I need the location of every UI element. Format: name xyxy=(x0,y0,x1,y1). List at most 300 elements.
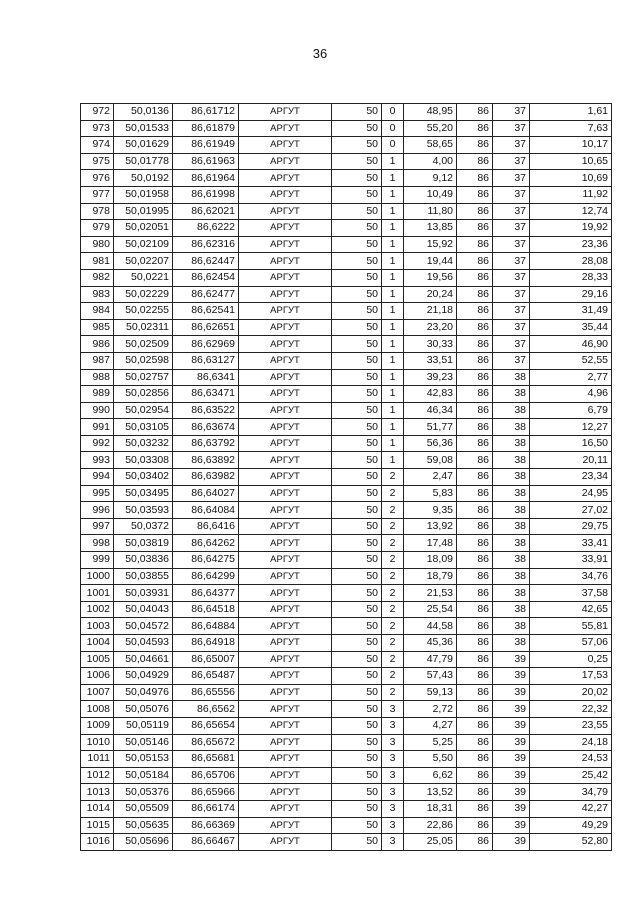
lat-minutes-cell: 3 xyxy=(382,767,404,784)
lat-minutes-cell: 3 xyxy=(382,817,404,834)
lon-seconds-cell: 34,79 xyxy=(530,784,612,801)
lon-seconds-cell: 46,90 xyxy=(530,336,612,353)
lat-minutes-cell: 1 xyxy=(382,220,404,237)
latitude-decimal-cell: 50,02255 xyxy=(114,303,173,320)
lat-seconds-cell: 57,43 xyxy=(404,668,457,685)
river-name-cell: АРГУТ xyxy=(239,535,332,552)
river-name-cell: АРГУТ xyxy=(239,369,332,386)
latitude-decimal-cell: 50,05184 xyxy=(114,767,173,784)
lat-minutes-cell: 3 xyxy=(382,701,404,718)
point-number-cell: 999 xyxy=(81,552,114,569)
lon-seconds-cell: 20,11 xyxy=(530,452,612,469)
latitude-decimal-cell: 50,01778 xyxy=(114,153,173,170)
latitude-decimal-cell: 50,03593 xyxy=(114,502,173,519)
point-number-cell: 993 xyxy=(81,452,114,469)
point-number-cell: 1002 xyxy=(81,601,114,618)
lon-degrees-cell: 86 xyxy=(457,186,493,203)
lon-minutes-cell: 38 xyxy=(493,535,530,552)
latitude-decimal-cell: 50,05119 xyxy=(114,717,173,734)
lat-degrees-cell: 50 xyxy=(332,120,382,137)
lat-degrees-cell: 50 xyxy=(332,817,382,834)
lon-minutes-cell: 38 xyxy=(493,469,530,486)
lat-minutes-cell: 3 xyxy=(382,834,404,851)
lat-minutes-cell: 2 xyxy=(382,668,404,685)
table-row xyxy=(81,701,612,718)
point-number-cell: 1008 xyxy=(81,701,114,718)
lon-minutes-cell: 39 xyxy=(493,800,530,817)
lon-minutes-cell: 38 xyxy=(493,585,530,602)
longitude-decimal-cell: 86,65487 xyxy=(173,668,239,685)
latitude-decimal-cell: 50,05076 xyxy=(114,701,173,718)
lon-seconds-cell: 35,44 xyxy=(530,319,612,336)
lat-minutes-cell: 0 xyxy=(382,120,404,137)
longitude-decimal-cell: 86,61998 xyxy=(173,186,239,203)
lat-degrees-cell: 50 xyxy=(332,435,382,452)
table-row xyxy=(81,352,612,369)
lon-degrees-cell: 86 xyxy=(457,452,493,469)
longitude-decimal-cell: 86,64918 xyxy=(173,635,239,652)
lon-degrees-cell: 86 xyxy=(457,469,493,486)
river-name-cell: АРГУТ xyxy=(239,452,332,469)
longitude-decimal-cell: 86,63127 xyxy=(173,352,239,369)
longitude-decimal-cell: 86,63674 xyxy=(173,419,239,436)
lat-minutes-cell: 2 xyxy=(382,502,404,519)
lat-degrees-cell: 50 xyxy=(332,502,382,519)
lat-degrees-cell: 50 xyxy=(332,834,382,851)
point-number-cell: 995 xyxy=(81,485,114,502)
lon-degrees-cell: 86 xyxy=(457,319,493,336)
lon-degrees-cell: 86 xyxy=(457,435,493,452)
point-number-cell: 979 xyxy=(81,220,114,237)
lon-degrees-cell: 86 xyxy=(457,286,493,303)
lat-minutes-cell: 1 xyxy=(382,386,404,403)
table-row xyxy=(81,336,612,353)
point-number-cell: 1004 xyxy=(81,635,114,652)
latitude-decimal-cell: 50,02598 xyxy=(114,352,173,369)
lat-minutes-cell: 3 xyxy=(382,717,404,734)
longitude-decimal-cell: 86,62454 xyxy=(173,269,239,286)
lon-minutes-cell: 38 xyxy=(493,502,530,519)
longitude-decimal-cell: 86,61964 xyxy=(173,170,239,187)
lon-seconds-cell: 23,55 xyxy=(530,717,612,734)
lon-seconds-cell: 55,81 xyxy=(530,618,612,635)
lon-seconds-cell: 49,29 xyxy=(530,817,612,834)
lat-seconds-cell: 51,77 xyxy=(404,419,457,436)
river-name-cell: АРГУТ xyxy=(239,386,332,403)
lon-seconds-cell: 7,63 xyxy=(530,120,612,137)
longitude-decimal-cell: 86,62969 xyxy=(173,336,239,353)
latitude-decimal-cell: 50,02311 xyxy=(114,319,173,336)
lat-seconds-cell: 46,34 xyxy=(404,402,457,419)
lat-degrees-cell: 50 xyxy=(332,535,382,552)
point-number-cell: 1016 xyxy=(81,834,114,851)
longitude-decimal-cell: 86,64275 xyxy=(173,552,239,569)
longitude-decimal-cell: 86,64518 xyxy=(173,601,239,618)
point-number-cell: 1007 xyxy=(81,684,114,701)
lat-seconds-cell: 13,52 xyxy=(404,784,457,801)
lat-degrees-cell: 50 xyxy=(332,668,382,685)
river-name-cell: АРГУТ xyxy=(239,319,332,336)
river-name-cell: АРГУТ xyxy=(239,734,332,751)
lon-degrees-cell: 86 xyxy=(457,253,493,270)
lat-degrees-cell: 50 xyxy=(332,800,382,817)
lat-seconds-cell: 44,58 xyxy=(404,618,457,635)
lon-minutes-cell: 39 xyxy=(493,717,530,734)
river-name-cell: АРГУТ xyxy=(239,236,332,253)
river-name-cell: АРГУТ xyxy=(239,137,332,154)
point-number-cell: 977 xyxy=(81,186,114,203)
lon-seconds-cell: 24,53 xyxy=(530,751,612,768)
point-number-cell: 989 xyxy=(81,386,114,403)
point-number-cell: 976 xyxy=(81,170,114,187)
lat-minutes-cell: 2 xyxy=(382,568,404,585)
lon-minutes-cell: 38 xyxy=(493,435,530,452)
lon-degrees-cell: 86 xyxy=(457,717,493,734)
lon-minutes-cell: 37 xyxy=(493,286,530,303)
river-name-cell: АРГУТ xyxy=(239,618,332,635)
point-number-cell: 1003 xyxy=(81,618,114,635)
longitude-decimal-cell: 86,61949 xyxy=(173,137,239,154)
lon-degrees-cell: 86 xyxy=(457,269,493,286)
river-name-cell: АРГУТ xyxy=(239,286,332,303)
table-body xyxy=(81,104,612,851)
lon-degrees-cell: 86 xyxy=(457,170,493,187)
lat-degrees-cell: 50 xyxy=(332,784,382,801)
lat-minutes-cell: 0 xyxy=(382,137,404,154)
longitude-decimal-cell: 86,63471 xyxy=(173,386,239,403)
latitude-decimal-cell: 50,05696 xyxy=(114,834,173,851)
lon-degrees-cell: 86 xyxy=(457,635,493,652)
point-number-cell: 1010 xyxy=(81,734,114,751)
lon-seconds-cell: 2,77 xyxy=(530,369,612,386)
lon-seconds-cell: 23,34 xyxy=(530,469,612,486)
lat-degrees-cell: 50 xyxy=(332,303,382,320)
lat-degrees-cell: 50 xyxy=(332,469,382,486)
longitude-decimal-cell: 86,65007 xyxy=(173,651,239,668)
latitude-decimal-cell: 50,02051 xyxy=(114,220,173,237)
table-row xyxy=(81,717,612,734)
lon-seconds-cell: 10,65 xyxy=(530,153,612,170)
lon-minutes-cell: 37 xyxy=(493,236,530,253)
lat-seconds-cell: 5,83 xyxy=(404,485,457,502)
latitude-decimal-cell: 50,01958 xyxy=(114,186,173,203)
longitude-decimal-cell: 86,6416 xyxy=(173,518,239,535)
river-name-cell: АРГУТ xyxy=(239,153,332,170)
longitude-decimal-cell: 86,62651 xyxy=(173,319,239,336)
table-row xyxy=(81,104,612,121)
lon-seconds-cell: 10,17 xyxy=(530,137,612,154)
lat-seconds-cell: 33,51 xyxy=(404,352,457,369)
table-row xyxy=(81,170,612,187)
lon-degrees-cell: 86 xyxy=(457,220,493,237)
lat-minutes-cell: 1 xyxy=(382,435,404,452)
table-row xyxy=(81,153,612,170)
lon-degrees-cell: 86 xyxy=(457,784,493,801)
table-row xyxy=(81,303,612,320)
lon-degrees-cell: 86 xyxy=(457,552,493,569)
lon-seconds-cell: 19,92 xyxy=(530,220,612,237)
lon-seconds-cell: 33,91 xyxy=(530,552,612,569)
longitude-decimal-cell: 86,61879 xyxy=(173,120,239,137)
latitude-decimal-cell: 50,02229 xyxy=(114,286,173,303)
latitude-decimal-cell: 50,04043 xyxy=(114,601,173,618)
lat-degrees-cell: 50 xyxy=(332,336,382,353)
lat-seconds-cell: 19,44 xyxy=(404,253,457,270)
lat-minutes-cell: 1 xyxy=(382,402,404,419)
longitude-decimal-cell: 86,65706 xyxy=(173,767,239,784)
lat-seconds-cell: 18,79 xyxy=(404,568,457,585)
point-number-cell: 975 xyxy=(81,153,114,170)
lat-degrees-cell: 50 xyxy=(332,585,382,602)
lon-minutes-cell: 38 xyxy=(493,452,530,469)
lat-seconds-cell: 25,54 xyxy=(404,601,457,618)
latitude-decimal-cell: 50,03819 xyxy=(114,535,173,552)
lon-seconds-cell: 29,75 xyxy=(530,518,612,535)
longitude-decimal-cell: 86,65681 xyxy=(173,751,239,768)
table-row xyxy=(81,834,612,851)
lon-degrees-cell: 86 xyxy=(457,601,493,618)
lon-minutes-cell: 39 xyxy=(493,734,530,751)
latitude-decimal-cell: 50,04661 xyxy=(114,651,173,668)
lat-seconds-cell: 21,53 xyxy=(404,585,457,602)
river-name-cell: АРГУТ xyxy=(239,751,332,768)
lat-degrees-cell: 50 xyxy=(332,518,382,535)
river-name-cell: АРГУТ xyxy=(239,635,332,652)
lon-seconds-cell: 34,76 xyxy=(530,568,612,585)
lon-seconds-cell: 25,42 xyxy=(530,767,612,784)
lon-minutes-cell: 39 xyxy=(493,684,530,701)
point-number-cell: 996 xyxy=(81,502,114,519)
lat-degrees-cell: 50 xyxy=(332,153,382,170)
lat-degrees-cell: 50 xyxy=(332,751,382,768)
point-number-cell: 1005 xyxy=(81,651,114,668)
lon-seconds-cell: 52,55 xyxy=(530,352,612,369)
page-number: 36 xyxy=(312,46,328,61)
table-row xyxy=(81,269,612,286)
lon-degrees-cell: 86 xyxy=(457,303,493,320)
latitude-decimal-cell: 50,05376 xyxy=(114,784,173,801)
lat-minutes-cell: 3 xyxy=(382,800,404,817)
longitude-decimal-cell: 86,63522 xyxy=(173,402,239,419)
lon-degrees-cell: 86 xyxy=(457,386,493,403)
river-name-cell: АРГУТ xyxy=(239,552,332,569)
latitude-decimal-cell: 50,02757 xyxy=(114,369,173,386)
lon-degrees-cell: 86 xyxy=(457,817,493,834)
lon-minutes-cell: 39 xyxy=(493,784,530,801)
lat-seconds-cell: 9,12 xyxy=(404,170,457,187)
lat-minutes-cell: 1 xyxy=(382,369,404,386)
lon-degrees-cell: 86 xyxy=(457,568,493,585)
lat-degrees-cell: 50 xyxy=(332,734,382,751)
lon-degrees-cell: 86 xyxy=(457,834,493,851)
point-number-cell: 1000 xyxy=(81,568,114,585)
longitude-decimal-cell: 86,64084 xyxy=(173,502,239,519)
lon-degrees-cell: 86 xyxy=(457,485,493,502)
longitude-decimal-cell: 86,62447 xyxy=(173,253,239,270)
lon-degrees-cell: 86 xyxy=(457,137,493,154)
point-number-cell: 998 xyxy=(81,535,114,552)
table-row xyxy=(81,402,612,419)
longitude-decimal-cell: 86,65966 xyxy=(173,784,239,801)
latitude-decimal-cell: 50,02856 xyxy=(114,386,173,403)
lon-seconds-cell: 33,41 xyxy=(530,535,612,552)
lon-minutes-cell: 38 xyxy=(493,568,530,585)
lon-degrees-cell: 86 xyxy=(457,336,493,353)
lat-seconds-cell: 59,08 xyxy=(404,452,457,469)
lat-degrees-cell: 50 xyxy=(332,170,382,187)
river-name-cell: АРГУТ xyxy=(239,668,332,685)
river-name-cell: АРГУТ xyxy=(239,684,332,701)
lat-minutes-cell: 1 xyxy=(382,170,404,187)
lon-degrees-cell: 86 xyxy=(457,236,493,253)
lon-minutes-cell: 39 xyxy=(493,701,530,718)
lat-minutes-cell: 1 xyxy=(382,236,404,253)
lat-seconds-cell: 22,86 xyxy=(404,817,457,834)
latitude-decimal-cell: 50,02954 xyxy=(114,402,173,419)
river-name-cell: АРГУТ xyxy=(239,419,332,436)
point-number-cell: 984 xyxy=(81,303,114,320)
lat-minutes-cell: 3 xyxy=(382,784,404,801)
table-row xyxy=(81,236,612,253)
point-number-cell: 997 xyxy=(81,518,114,535)
lat-minutes-cell: 1 xyxy=(382,286,404,303)
point-number-cell: 1013 xyxy=(81,784,114,801)
table-row xyxy=(81,469,612,486)
longitude-decimal-cell: 86,65556 xyxy=(173,684,239,701)
lon-minutes-cell: 38 xyxy=(493,552,530,569)
lon-seconds-cell: 20,02 xyxy=(530,684,612,701)
lat-minutes-cell: 1 xyxy=(382,203,404,220)
lat-seconds-cell: 30,33 xyxy=(404,336,457,353)
table-row xyxy=(81,535,612,552)
lat-minutes-cell: 1 xyxy=(382,419,404,436)
lat-minutes-cell: 2 xyxy=(382,485,404,502)
table-row xyxy=(81,800,612,817)
lon-minutes-cell: 37 xyxy=(493,104,530,121)
lon-seconds-cell: 0,25 xyxy=(530,651,612,668)
point-number-cell: 1014 xyxy=(81,800,114,817)
river-name-cell: АРГУТ xyxy=(239,585,332,602)
lon-minutes-cell: 38 xyxy=(493,601,530,618)
lon-seconds-cell: 17,53 xyxy=(530,668,612,685)
lat-minutes-cell: 1 xyxy=(382,336,404,353)
point-number-cell: 987 xyxy=(81,352,114,369)
lat-minutes-cell: 1 xyxy=(382,269,404,286)
river-name-cell: АРГУТ xyxy=(239,601,332,618)
lon-seconds-cell: 12,27 xyxy=(530,419,612,436)
table-row xyxy=(81,751,612,768)
point-number-cell: 1001 xyxy=(81,585,114,602)
lon-degrees-cell: 86 xyxy=(457,618,493,635)
lat-degrees-cell: 50 xyxy=(332,137,382,154)
lat-seconds-cell: 11,80 xyxy=(404,203,457,220)
latitude-decimal-cell: 50,04976 xyxy=(114,684,173,701)
lat-seconds-cell: 20,24 xyxy=(404,286,457,303)
lon-degrees-cell: 86 xyxy=(457,518,493,535)
latitude-decimal-cell: 50,03931 xyxy=(114,585,173,602)
lat-seconds-cell: 59,13 xyxy=(404,684,457,701)
latitude-decimal-cell: 50,01533 xyxy=(114,120,173,137)
lon-minutes-cell: 37 xyxy=(493,352,530,369)
lat-degrees-cell: 50 xyxy=(332,701,382,718)
lat-minutes-cell: 2 xyxy=(382,635,404,652)
lat-seconds-cell: 42,83 xyxy=(404,386,457,403)
point-number-cell: 1015 xyxy=(81,817,114,834)
lat-seconds-cell: 2,72 xyxy=(404,701,457,718)
lat-minutes-cell: 3 xyxy=(382,751,404,768)
longitude-decimal-cell: 86,62477 xyxy=(173,286,239,303)
lon-minutes-cell: 38 xyxy=(493,518,530,535)
lon-minutes-cell: 38 xyxy=(493,485,530,502)
lat-seconds-cell: 6,62 xyxy=(404,767,457,784)
lat-minutes-cell: 3 xyxy=(382,734,404,751)
table-row xyxy=(81,319,612,336)
latitude-decimal-cell: 50,0221 xyxy=(114,269,173,286)
river-name-cell: АРГУТ xyxy=(239,186,332,203)
longitude-decimal-cell: 86,62021 xyxy=(173,203,239,220)
lon-seconds-cell: 12,74 xyxy=(530,203,612,220)
lat-seconds-cell: 45,36 xyxy=(404,635,457,652)
lon-minutes-cell: 37 xyxy=(493,170,530,187)
river-name-cell: АРГУТ xyxy=(239,784,332,801)
lon-seconds-cell: 28,08 xyxy=(530,253,612,270)
latitude-decimal-cell: 50,04572 xyxy=(114,618,173,635)
longitude-decimal-cell: 86,64027 xyxy=(173,485,239,502)
lon-minutes-cell: 37 xyxy=(493,336,530,353)
lon-minutes-cell: 38 xyxy=(493,618,530,635)
lon-minutes-cell: 37 xyxy=(493,269,530,286)
lat-degrees-cell: 50 xyxy=(332,767,382,784)
longitude-decimal-cell: 86,64377 xyxy=(173,585,239,602)
longitude-decimal-cell: 86,6341 xyxy=(173,369,239,386)
lat-minutes-cell: 1 xyxy=(382,186,404,203)
lon-minutes-cell: 38 xyxy=(493,402,530,419)
point-number-cell: 982 xyxy=(81,269,114,286)
longitude-decimal-cell: 86,63792 xyxy=(173,435,239,452)
longitude-decimal-cell: 86,63982 xyxy=(173,469,239,486)
river-name-cell: АРГУТ xyxy=(239,717,332,734)
latitude-decimal-cell: 50,0192 xyxy=(114,170,173,187)
lat-minutes-cell: 2 xyxy=(382,601,404,618)
river-name-cell: АРГУТ xyxy=(239,435,332,452)
latitude-decimal-cell: 50,02207 xyxy=(114,253,173,270)
point-number-cell: 1009 xyxy=(81,717,114,734)
table-row xyxy=(81,435,612,452)
lat-seconds-cell: 23,20 xyxy=(404,319,457,336)
lat-seconds-cell: 18,09 xyxy=(404,552,457,569)
lat-degrees-cell: 50 xyxy=(332,651,382,668)
lat-minutes-cell: 2 xyxy=(382,684,404,701)
lon-degrees-cell: 86 xyxy=(457,419,493,436)
latitude-decimal-cell: 50,02109 xyxy=(114,236,173,253)
table-row xyxy=(81,601,612,618)
lon-minutes-cell: 38 xyxy=(493,386,530,403)
latitude-decimal-cell: 50,05635 xyxy=(114,817,173,834)
lon-minutes-cell: 39 xyxy=(493,668,530,685)
lon-degrees-cell: 86 xyxy=(457,402,493,419)
table-row xyxy=(81,386,612,403)
lat-minutes-cell: 2 xyxy=(382,618,404,635)
lon-seconds-cell: 42,65 xyxy=(530,601,612,618)
lat-degrees-cell: 50 xyxy=(332,386,382,403)
lon-minutes-cell: 37 xyxy=(493,303,530,320)
point-number-cell: 980 xyxy=(81,236,114,253)
table-row xyxy=(81,286,612,303)
lat-degrees-cell: 50 xyxy=(332,601,382,618)
river-name-cell: АРГУТ xyxy=(239,469,332,486)
lat-seconds-cell: 39,23 xyxy=(404,369,457,386)
lat-degrees-cell: 50 xyxy=(332,452,382,469)
